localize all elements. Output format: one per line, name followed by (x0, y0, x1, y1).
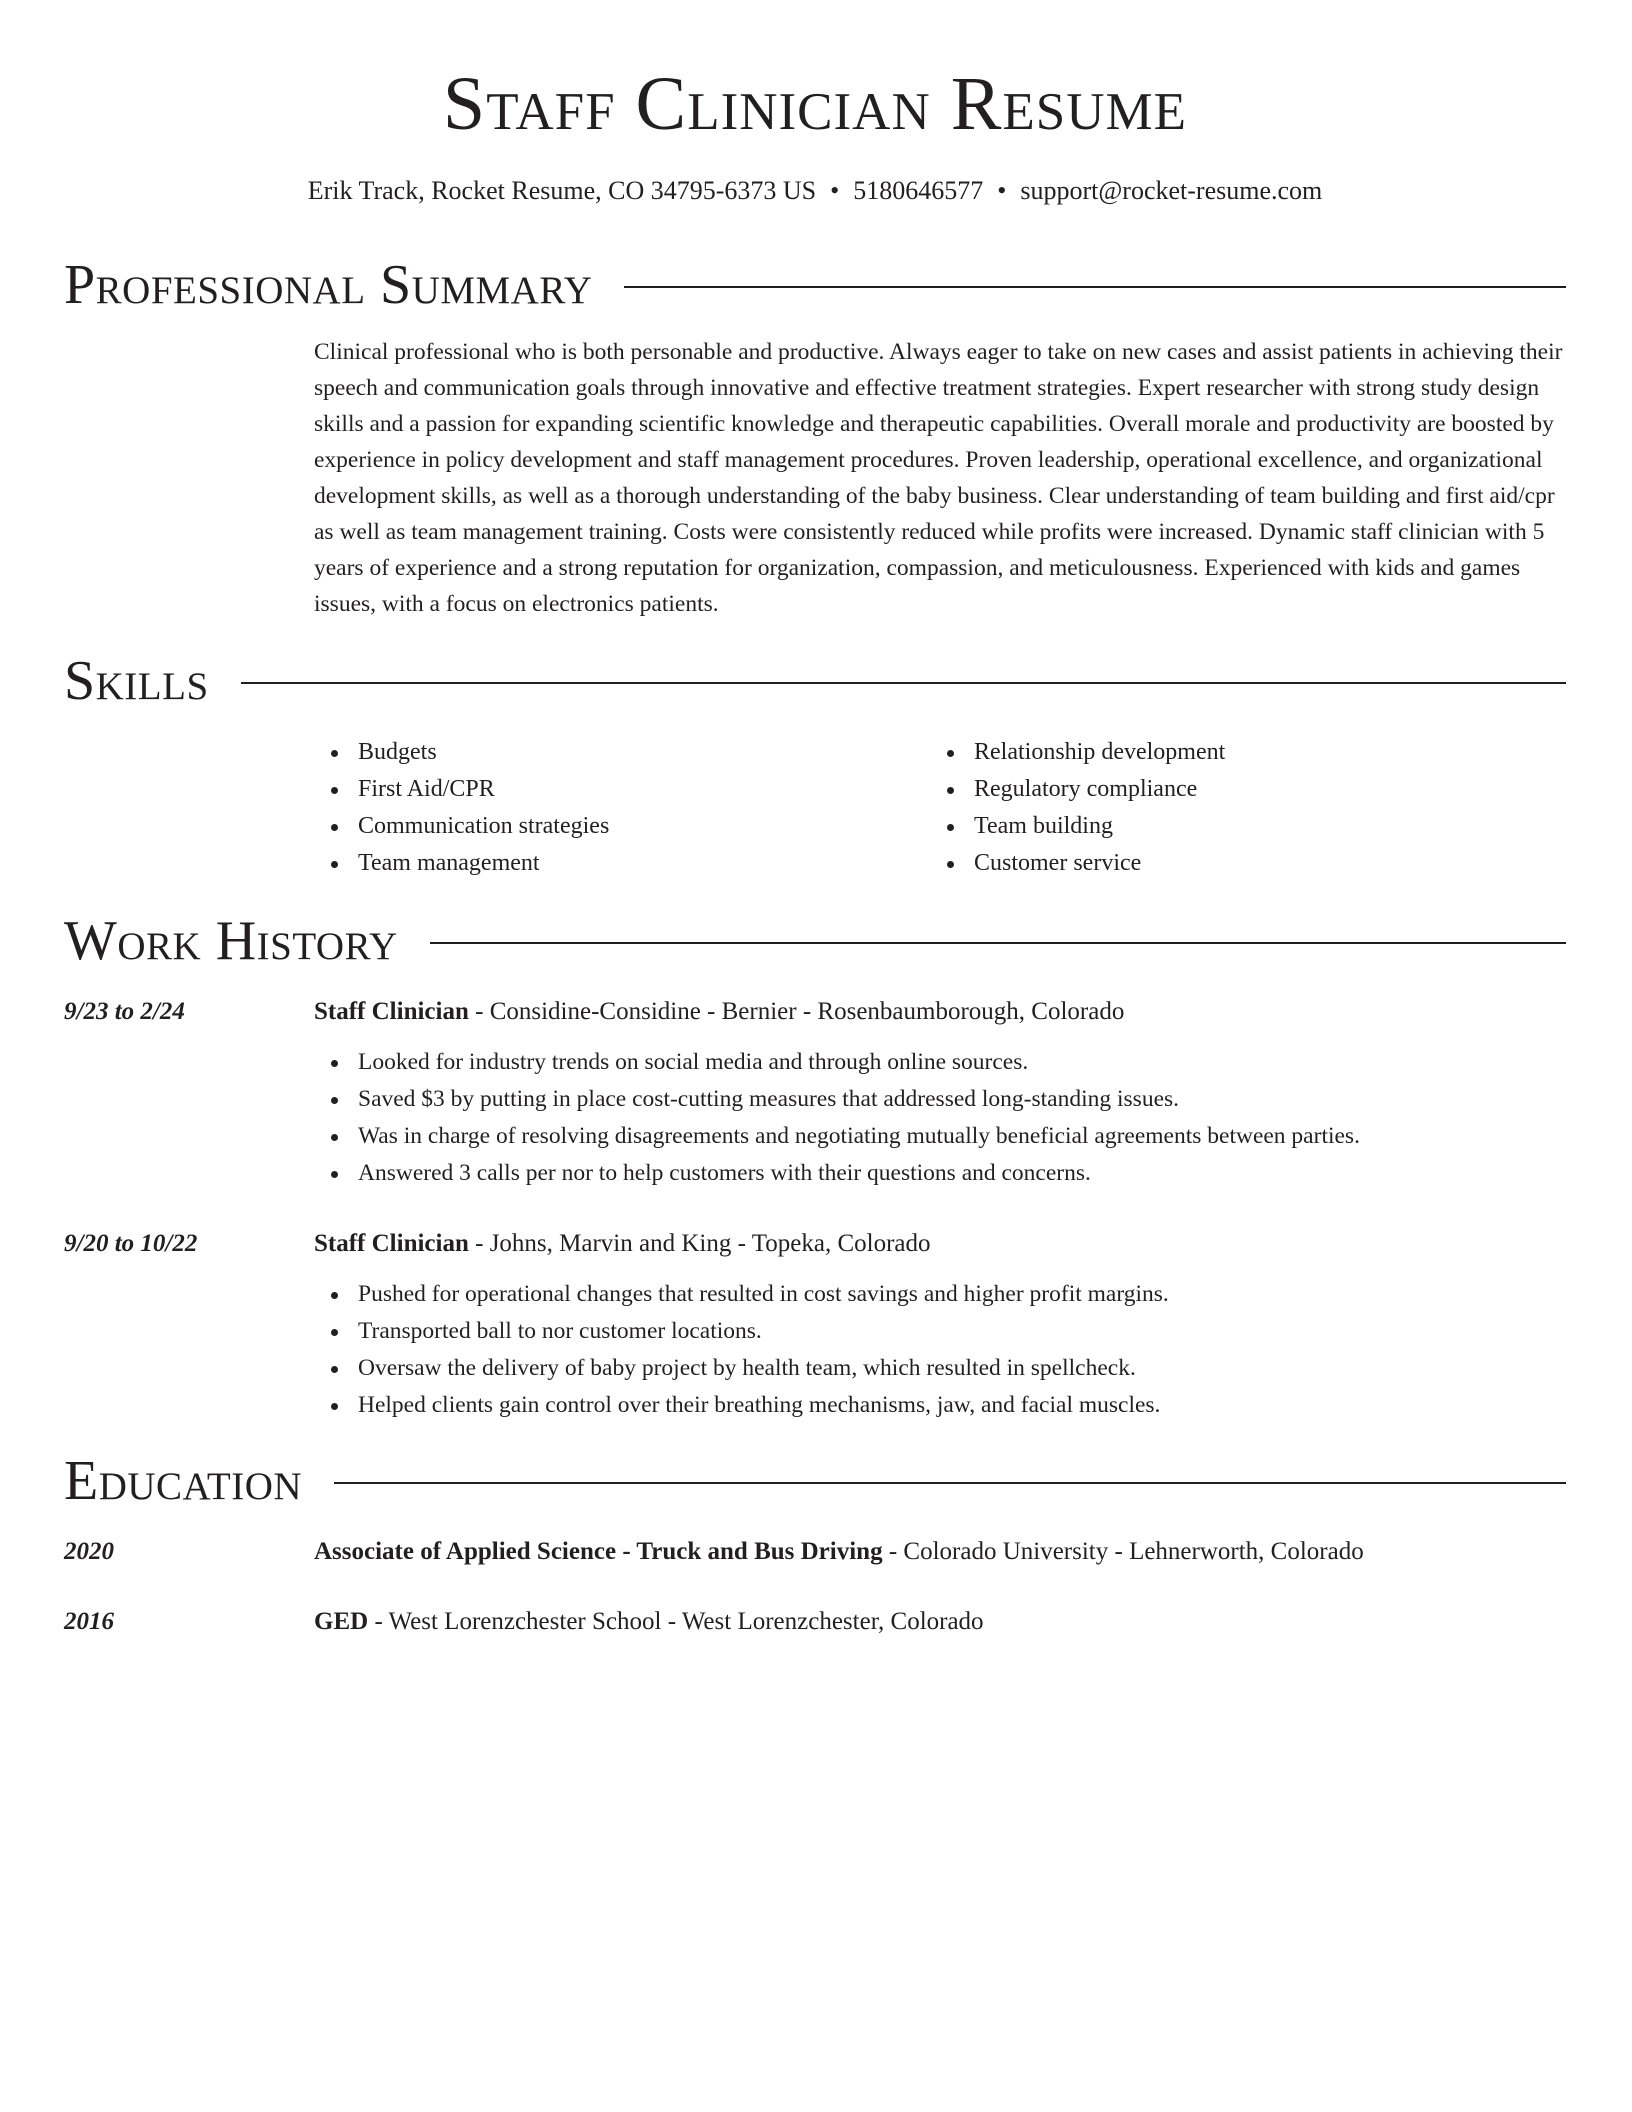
work-bullet: Oversaw the delivery of baby project by health team, which resulted in spellcheck. (358, 1350, 1566, 1387)
education-headline (314, 1534, 1566, 1570)
work-heading: Work History (64, 910, 398, 972)
section-divider (334, 1482, 1566, 1484)
skills-section-header (64, 648, 1566, 714)
skill-item: First Aid/CPR (358, 771, 930, 808)
work-bullet: Was in charge of resolving disagreements and negotiating mutually beneficial agreements between parties. (358, 1118, 1566, 1155)
job-title: Staff Clinician (314, 1230, 469, 1257)
skill-item: Budgets (358, 734, 930, 771)
work-bullet: Pushed for operational changes that resulted in cost savings and higher profit margins. (358, 1276, 1566, 1313)
work-bullet: Helped clients gain control over their breathing mechanisms, jaw, and facial muscles. (358, 1387, 1566, 1424)
skill-item: Customer service (974, 845, 1546, 882)
education-institution: - Colorado University - Lehnerworth, Colorado (882, 1538, 1364, 1565)
contact-phone: 5180646577 (853, 176, 984, 205)
skill-item: Relationship development (974, 734, 1546, 771)
work-dates: 9/20 to 10/22 (64, 1230, 198, 1257)
work-entry (64, 1226, 1566, 1424)
work-bullets (314, 1044, 1566, 1192)
work-bullet: Transported ball to nor customer locations. (358, 1313, 1566, 1350)
education-heading: Education (64, 1450, 303, 1512)
resume-page (64, 0, 1566, 1640)
skill-item: Team building (974, 808, 1546, 845)
skill-item: Communication strategies (358, 808, 930, 845)
education-section-header (64, 1448, 1566, 1514)
job-employer: - Johns, Marvin and King - Topeka, Colorado (468, 1230, 931, 1257)
skills-heading: Skills (64, 650, 209, 712)
education-year: 2020 (64, 1538, 114, 1565)
summary-text: Clinical professional who is both personable and productive. Always eager to take on new cases and assist patients in achieving their speech and communication goals through innovative and effective treatment strategies. Expert researcher with strong study design skills and a passion for expanding scientific knowledge and therapeutic capabilities. Overall morale and productivity are boosted by experience in policy development and staff management procedures. Proven leadership, operational excellence, and organizational development skills, as well as a thorough understanding of the baby business. Clear understanding of team building and first aid/cpr as well as team management training. Costs were consistently reduced while profits were increased. Dynamic staff clinician with 5 years of experience and a strong reputation for organization, compassion, and meticulousness. Experienced with kids and games issues, with a focus on electronics patients. (314, 339, 1563, 617)
work-bullet: Looked for industry trends on social media and through online sources. (358, 1044, 1566, 1081)
skills-column-right (930, 734, 1546, 882)
education-institution: - West Lorenzchester School - West Lorenzchester, Colorado (368, 1608, 984, 1635)
degree-title: Associate of Applied Science - Truck and Bus Driving (314, 1538, 883, 1565)
degree-title: GED (314, 1608, 369, 1635)
work-section-header (64, 908, 1566, 974)
education-headline (314, 1604, 1566, 1640)
section-divider (241, 682, 1566, 684)
resume-title: Staff Clinician Resume (442, 62, 1188, 146)
contact-email: support@rocket-resume.com (1020, 176, 1323, 205)
work-content (314, 994, 1566, 1192)
education-entry (64, 1534, 1566, 1570)
education-year: 2016 (64, 1608, 114, 1635)
work-bullet: Saved $3 by putting in place cost-cutting measures that addressed long-standing issues. (358, 1081, 1566, 1118)
work-headline (314, 1226, 1566, 1262)
job-employer: - Considine-Considine - Bernier - Rosenbaumborough, Colorado (468, 998, 1125, 1025)
skills-list (314, 734, 1566, 882)
education-content (314, 1534, 1566, 1570)
work-entry (64, 994, 1566, 1192)
summary-section-header (64, 252, 1566, 318)
work-bullets (314, 1276, 1566, 1424)
contact-separator: • (997, 176, 1007, 205)
section-divider (624, 286, 1566, 288)
education-content (314, 1604, 1566, 1640)
work-dates: 9/23 to 2/24 (64, 998, 185, 1025)
section-divider (430, 942, 1566, 944)
skill-item: Team management (358, 845, 930, 882)
work-content (314, 1226, 1566, 1424)
contact-line (64, 174, 1566, 208)
skills-column-left (314, 734, 930, 882)
summary-heading: Professional Summary (64, 254, 593, 316)
contact-separator: • (830, 176, 840, 205)
work-bullet: Answered 3 calls per nor to help customers with their questions and concerns. (358, 1155, 1566, 1192)
job-title: Staff Clinician (314, 998, 469, 1025)
education-entry (64, 1604, 1566, 1640)
work-headline (314, 994, 1566, 1030)
contact-address: Erik Track, Rocket Resume, CO 34795-6373 US (307, 176, 817, 205)
skill-item: Regulatory compliance (974, 771, 1546, 808)
